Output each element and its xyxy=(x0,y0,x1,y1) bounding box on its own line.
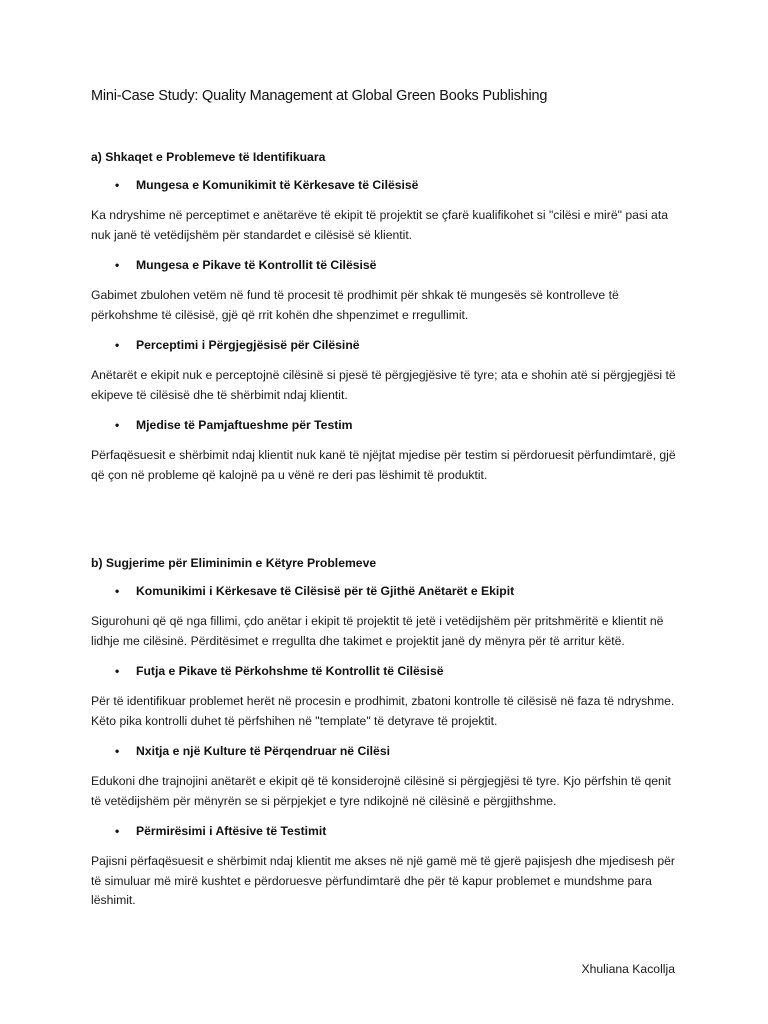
bullet-label: Perceptimi i Përgjegjësisë për Cilësinë xyxy=(136,338,360,352)
bullet-label: Komunikimi i Kërkesave të Cilësisë për të Gjithë Anëtarët e Ekipit xyxy=(136,584,515,598)
document-title: Mini-Case Study: Quality Management at Global Green Books Publishing xyxy=(91,88,548,104)
paragraph: Për të identifikuar problemet herët në procesin e prodhimit, zbatoni kontrolle të cilësisë në faza të ndryshme. Këto pika kontrolli duhet të përfshihen në "template" të detyrave të projektit. xyxy=(91,694,675,728)
paragraph: Edukoni dhe trajnojini anëtarët e ekipit që të konsiderojnë cilësinë si përgjegjësi të tyre. Kjo përfshin të qenit të vetëdijshëm për mënyrën se si përpjekjet e tyre ndikojnë në cilësinë e përgjithshme. xyxy=(91,774,671,808)
bullet-icon: • xyxy=(115,258,120,272)
paragraph: Pajisni përfaqësuesit e shërbimit ndaj klientit me akses në një gamë më të gjerë pajisjesh dhe mjedisesh për të simuluar më mirë kushtet e përdoruesve përfundimtarë dhe për të kapur problemet e mundshme para lëshimit. xyxy=(91,854,675,907)
bullet-icon: • xyxy=(115,664,120,678)
section-b xyxy=(91,556,681,911)
paragraph: Përfaqësuesit e shërbimit ndaj klientit nuk kanë të njëjtat mjedise për testim si përdoruesit përfundimtarë, gjë që çon në probleme që kalojnë pa u vënë re deri pas lëshimit të produktit. xyxy=(91,448,676,482)
bullet-icon: • xyxy=(115,418,120,432)
bullet-item xyxy=(91,824,681,838)
bullet-label: Mungesa e Komunikimit të Kërkesave të Cilësisë xyxy=(136,178,419,192)
bullet-item xyxy=(91,744,681,758)
bullet-icon: • xyxy=(115,824,120,838)
bullet-item xyxy=(91,584,681,598)
paragraph: Sigurohuni që që nga fillimi, çdo anëtar i ekipit të projektit të jetë i vetëdijshëm për pritshmëritë e klientit në lidhje me cilësinë. Përditësimet e rregullta dhe takimet e projektit janë dy mënyra për të arritur këtë. xyxy=(91,614,664,648)
bullet-icon: • xyxy=(115,178,120,192)
author-name: Xhuliana Kacollja xyxy=(581,962,675,976)
bullet-label: Përmirësimi i Aftësive të Testimit xyxy=(136,824,327,838)
paragraph: Ka ndryshime në perceptimet e anëtarëve të ekipit të projektit se çfarë kualifikohet si "cilësi e mirë" pasi ata nuk janë të vetëdijshëm për standardet e cilësisë së klientit. xyxy=(91,208,669,242)
section-b-heading: b) Sugjerime për Eliminimin e Këtyre Problemeve xyxy=(91,556,377,570)
bullet-item xyxy=(91,338,681,352)
bullet-item xyxy=(91,418,681,432)
paragraph: Anëtarët e ekipit nuk e perceptojnë cilësinë si pjesë të përgjegjësive të tyre; ata e shohin atë si përgjegjësi të ekipeve të cilësisë dhe të shërbimit ndaj klientit. xyxy=(91,368,676,402)
bullet-label: Mungesa e Pikave të Kontrollit të Cilësisë xyxy=(136,258,377,272)
bullet-item xyxy=(91,178,681,192)
bullet-icon: • xyxy=(115,744,120,758)
section-spacer xyxy=(91,498,681,556)
paragraph: Gabimet zbulohen vetëm në fund të procesit të prodhimit për shkak të mungesës së kontrolleve të përkohshme të cilësisë, gjë që rrit kohën dhe shpenzimet e rregullimit. xyxy=(91,288,619,322)
bullet-icon: • xyxy=(115,338,120,352)
document-page xyxy=(91,88,681,924)
bullet-label: Futja e Pikave të Përkohshme të Kontrollit të Cilësisë xyxy=(136,664,444,678)
bullet-item xyxy=(91,258,681,272)
bullet-item xyxy=(91,664,681,678)
bullet-icon: • xyxy=(115,584,120,598)
bullet-label: Mjedise të Pamjaftueshme për Testim xyxy=(136,418,353,432)
bullet-label: Nxitja e një Kulture të Përqendruar në Cilësi xyxy=(136,744,390,758)
section-a xyxy=(91,150,681,485)
section-a-heading: a) Shkaqet e Problemeve të Identifikuara xyxy=(91,150,326,164)
